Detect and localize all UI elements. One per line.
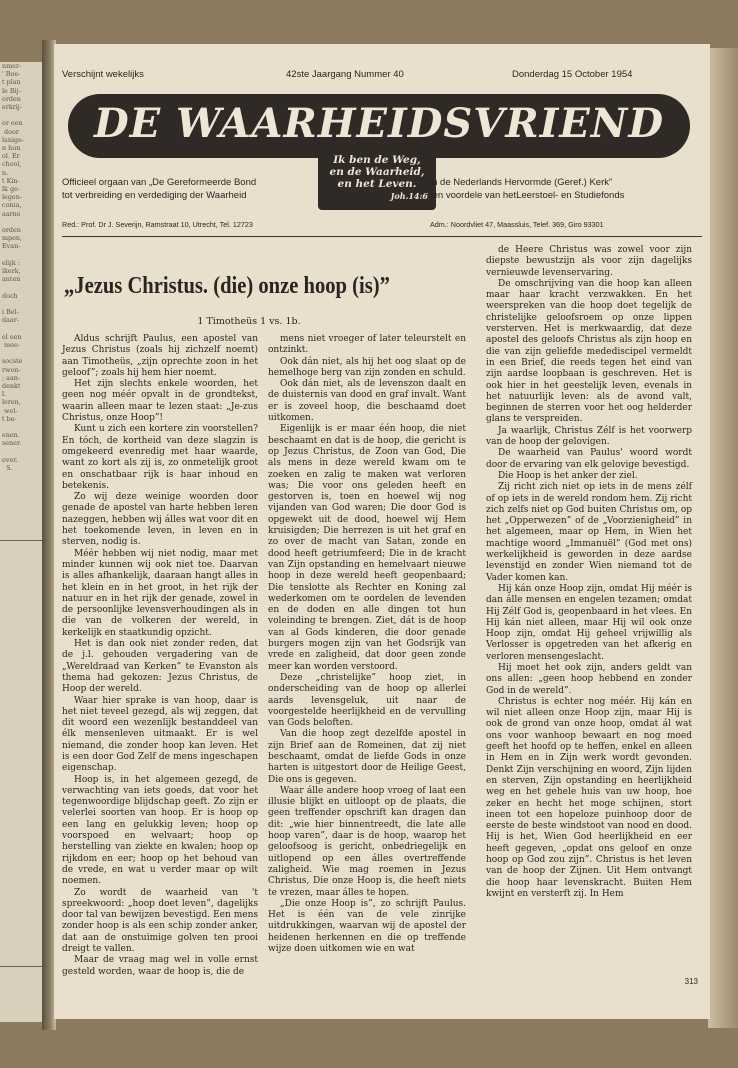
previous-page-box bbox=[0, 540, 45, 967]
masthead-banner bbox=[68, 94, 690, 158]
article-paragraph: de Heere Christus was zowel voor zijn diepste bewustzijn als voor zijn dagelijks vernieuwde levenservaring. bbox=[486, 245, 692, 278]
motto-box bbox=[318, 150, 436, 210]
frequency-label: Verschijnt wekelijks bbox=[62, 69, 144, 80]
header-rule bbox=[62, 236, 702, 237]
organ-left-2: tot verbreiding en verdediging der Waarheid bbox=[62, 190, 247, 201]
newspaper-page bbox=[54, 44, 710, 1019]
motto-line: en het Leven. bbox=[337, 178, 417, 190]
organ-right-1: in de Nederlands Hervormde (Geref.) Kerk” bbox=[430, 177, 613, 188]
article-paragraph: Het zijn slechts enkele woorden, het geen nog méér opvalt in de grondtekst, waarin alleen maar te lezen staat: „Je-zus Christus, onze Hoop”! bbox=[62, 379, 258, 424]
article-paragraph: Hij kán onze Hoop zijn, omdat Hij méér is dan álle mensen en engelen tezamen; omdat Hij Zélf God is, geopenbaard in het vlees. En Hij kán niet alleen, maar Hij wil ook onze Hoop zijn, omdat Hij geheel vrijwillig als Verlosser is opgetreden van het afkerig en verloren mensengeslacht. bbox=[486, 583, 692, 662]
previous-page-text: nmer- ' Boe- t plan le Bij- orden erkrij- or een door lanige- n hun ol. Er chool, n. t Kin- lk ge- legen- conia, aarne orden mpen, Evan- elijk : ikerk, anten doch i Bel- daar- el een mee- socste rwon- ; aan- denkt l. leren, wel- t be- enen. sener. over. S. bbox=[2, 62, 25, 472]
article-paragraph: Deze „christelijke” hoop ziet, in onderscheiding van de hoop op allerlei aards levensgeluk, uit naar de voorgestelde heerlijkheid en de vervulling van Gods beloften. bbox=[268, 672, 466, 729]
article-paragraph: Zo wij deze weinige woorden door genade de apostel van harte hebben leren nazeggen, hebben wij álles wat voor dit en het toekomende leven, in leven en in sterven, nodig is. bbox=[62, 492, 258, 548]
article-paragraph: Zo wordt de waarheid van 't spreekwoord: „hoop doet leven”, dagelijks door tal van bewijzen bevestigd. Een mens zonder hoop is als een schip zonder anker, dat aan de onstuimige golven ten prooi dreigt te vallen. bbox=[62, 887, 258, 955]
article-paragraph: Waar hier sprake is van hoop, daar is het niet teveel gezegd, als wij zeggen, dat dit woord een wezenlijk bestanddeel van élk mensenleven uitmaakt. Er is wel niemand, die zonder hoop kan leven. Het is een door God Zelf de mens ingeschapen eigenschap. bbox=[62, 695, 258, 774]
article-paragraph: Het is dan ook niet zonder reden, dat de j.l. gehouden vergadering van de „Wereldraad van Kerken” te Evanston als thema had gekozen: Jezus Christus, de Hoop der wereld. bbox=[62, 639, 258, 695]
date-label: Donderdag 15 October 1954 bbox=[512, 69, 633, 80]
article-paragraph: Maar de vraag mag wel in volle ernst gesteld worden, waar de hoop is, die de bbox=[62, 955, 258, 977]
organ-left-1: Officieel orgaan van „De Gereformeerde Bond bbox=[62, 177, 257, 188]
article-paragraph: Ook dán niet, als hij het oog slaat op de hemelhoge berg van zijn zonden en schuld. bbox=[268, 356, 466, 378]
issue-label: 42ste Jaargang Nummer 40 bbox=[286, 69, 404, 80]
article-paragraph: mens niet vroeger of later teleurstelt en ontzinkt. bbox=[268, 334, 466, 356]
article-paragraph: Aldus schrijft Paulus, een apostel van Jezus Christus (zoals hij zichzelf noemt) aan Timotheüs, „zijn oprechte zoon in het geloof”; zoals hij hem hier noemt. bbox=[62, 334, 258, 378]
page-stack-edge bbox=[708, 48, 738, 1028]
article-title: „Jezus Christus. (die) onze hoop (is)” bbox=[64, 272, 390, 299]
article-paragraph: Eigenlijk is er maar één hoop, die niet beschaamt en dat is de hoop, die gericht is op Jezus Christus, de Zoon van God, Die als mens in deze wereld kwam om te zoeken en zalig te maken wat verloren was; Die voor ons geleden heeft en gestorven is, toen en hoewel wij nog vijanden van God waren; Die door God is opgewekt uit de dood, hoewel wij Hem kruisigden; Die herrezen is uit het graf en zo over de macht van Satan, zonde en dood heeft getriumfeerd; Die in de kracht van Zijn opstanding en hemelvaart nieuwe hoop in deze wereld heeft geopenbaard; Die tenslotte als Rechter en Koning zal wederkomen om te oordelen de levenden en de doden en alle dingen tot hun voleinding te brengen. Ziet, dát is de hoop van al Gods kinderen, die door genade burgers mogen zijn van het Godsrijk van vrede en zaligheid, dat door geen zonde meer kan worden verstoord. bbox=[268, 424, 466, 672]
article-paragraph: Ja waarlijk, Christus Zélf is het voorwerp van de hoop der gelovigen. bbox=[486, 425, 692, 448]
article-paragraph: „Die onze Hoop is”, zo schrijft Paulus. Het is één van de vele zinrijke uitdrukkingen, waarvan wij de apostel der heidenen herkennen en die op treffende wijze doen uitkomen wie en wat bbox=[268, 898, 466, 955]
article-column-3 bbox=[486, 245, 692, 900]
article-paragraph: Van die hoop zegt dezelfde apostel in zijn Brief aan de Romeinen, dat zij niet beschaamt, omdat de liefde Gods in onze harten is uitgestort door de Heilige Geest, Die ons is gegeven. bbox=[268, 729, 466, 785]
article-column-1 bbox=[62, 334, 258, 978]
article-paragraph: De waarheid van Paulus' woord wordt door de ervaring van elk gelovige bevestigd. bbox=[486, 448, 692, 470]
article-paragraph: Hoop is, in het algemeen gezegd, de verwachting van iets goeds, dat voor het tegenwoordige blijdschap geeft. Zo zijn er velerlei soorten van hoop. Er is hoop op een lang en gelukkig leven; hoop op voorspoed en welvaart; hoop op herstelling van ziekte en kwalen; hoop op rijkdom en eer; hoop op het behoud van de vrede, en wat u verder maar op wilt noemen. bbox=[62, 774, 258, 887]
article-paragraph: Ook dán niet, als de levenszon daalt en de duisternis van dood en graf invalt. Want er is zoveel hoop, die beschaamd doet uitkomen. bbox=[268, 379, 466, 424]
editor-address: Red.: Prof. Dr J. Severijn, Ramstraat 10, Utrecht, Tel. 12723 bbox=[62, 220, 253, 229]
motto-line: Ik ben de Weg, bbox=[333, 154, 421, 166]
article-paragraph: Christus is echter nog méér. Hij kán en wil niet alleen onze Hoop zijn, maar Hij is ook de grond van onze hoop, omdat ál wat ons voor wanhoop bewaart en nog moed geeft het hoofd op te heffen, enkel en alleen in Hem en in Zijn werk wordt gevonden. Denkt Zijn verschijning en woord, Zijn lijden en sterven, Zijn opstanding en heerlijkheid weg en het gehele huis van uw hoop, hoe zeker en hecht het moge schijnen, stort ineen tot een hopeloze puinhoop door de eerste de beste windstoot van nood en dood. Hij is het, Wien God heerlijkheid en eer heeft gegeven, „opdat ons geloof en onze hoop op God zou zijn”. Christus is het leven van de hoop der Zijnen. Uit Hem ontvangt die hoop haar levenskracht. Buiten Hem kwijnt en versterft zij. In Hem bbox=[486, 696, 692, 899]
article-paragraph: Waar álle andere hoop vroeg of laat een illusie blijkt en uitloopt op de plaats, die geen treffender opschrift kan dragen dan dit: „wie hier binnentreedt, die late alle hoop varen”, daar is de hoop, waarop het geloofsoog is gericht, onbedriegelijk en uitlopend op een álles overtreffende zaligheid. Wie mag roemen in Jezus Christus, Die onze Hoop is, die heeft niets te vrezen, maar álles te hopen. bbox=[268, 785, 466, 898]
article-paragraph: Hij moet het ook zijn, anders geldt van ons allen: „geen hoop hebbend en zonder God in de wereld”. bbox=[486, 662, 692, 696]
administration-address: Adm.: Noordvliet 47, Maassluis, Telef. 369, Giro 93301 bbox=[430, 220, 604, 229]
article-column-2 bbox=[268, 334, 466, 955]
article-paragraph: Kunt u zich een kortere zin voorstellen? En tóch, de kortheid van deze slagzin is omgekeerd evenredig met haar waarde, want zo kort als zij is, zo onmetelijk groot en onschatbaar rijk is haar inhoud en betekenis. bbox=[62, 424, 258, 491]
organ-right-2: ten voordele van hetLeerstoel- en Studiefonds bbox=[430, 190, 625, 201]
motto-reference: Joh.14:6 bbox=[390, 191, 428, 201]
masthead-title: DE WAARHEIDSVRIEND bbox=[93, 100, 665, 147]
motto-line: en de Waarheid, bbox=[329, 166, 425, 178]
article-paragraph: Méér hebben wij niet nodig, maar met minder kunnen wij ook niet toe. Daarvan is alles afhankelijk, daaraan hangt alles in het klein en in het groot, in het rijk der natuur en in het rijk der genade, zowel in de persoonlijke levensverhoudingen als in die van de volkeren der wereld, in kerkelijk en staatkundig opzicht. bbox=[62, 548, 258, 638]
article-paragraph: Die Hoop is het anker der ziel. bbox=[498, 470, 638, 481]
article-paragraph: De omschrijving van die hoop kan alleen maar haar kracht verzwakken. En het weerspreken van die hoop doet tegelijk de christelijke geloofsroem op onze lippen versterven. Het is merkwaardig, dat deze apostel des geloofs Christus als zijn hoop en die van zijn geliefde medediscipel vermeldt in een Brief, die reeds tegen het eind van zijn aardse loopbaan is geschreven. Het is ook hier in het geestelijk leven, evenals in het natuurlijk leven: als de avond valt, beginnen de sterren voor het oog helderder glans te verspreiden. bbox=[486, 278, 692, 425]
page-number: 313 bbox=[684, 977, 698, 986]
article-scripture: 1 Timotheüs 1 vs. 1b. bbox=[197, 316, 301, 327]
article-paragraph: Zij richt zich niet op iets in de mens zélf of op iets in de wereld rondom hem. Zij richt zich zelfs niet op God buiten Christus om, op het „Opperwezen” of de „Voorzienigheid” in het algemeen, maar op Hem, in Wien het machtige woord „Immanuël” (God met ons) werkelijkheid is geworden in deze aardse levenstijd en zonder Wien niemand tot de Vader komen kan. bbox=[486, 482, 692, 583]
